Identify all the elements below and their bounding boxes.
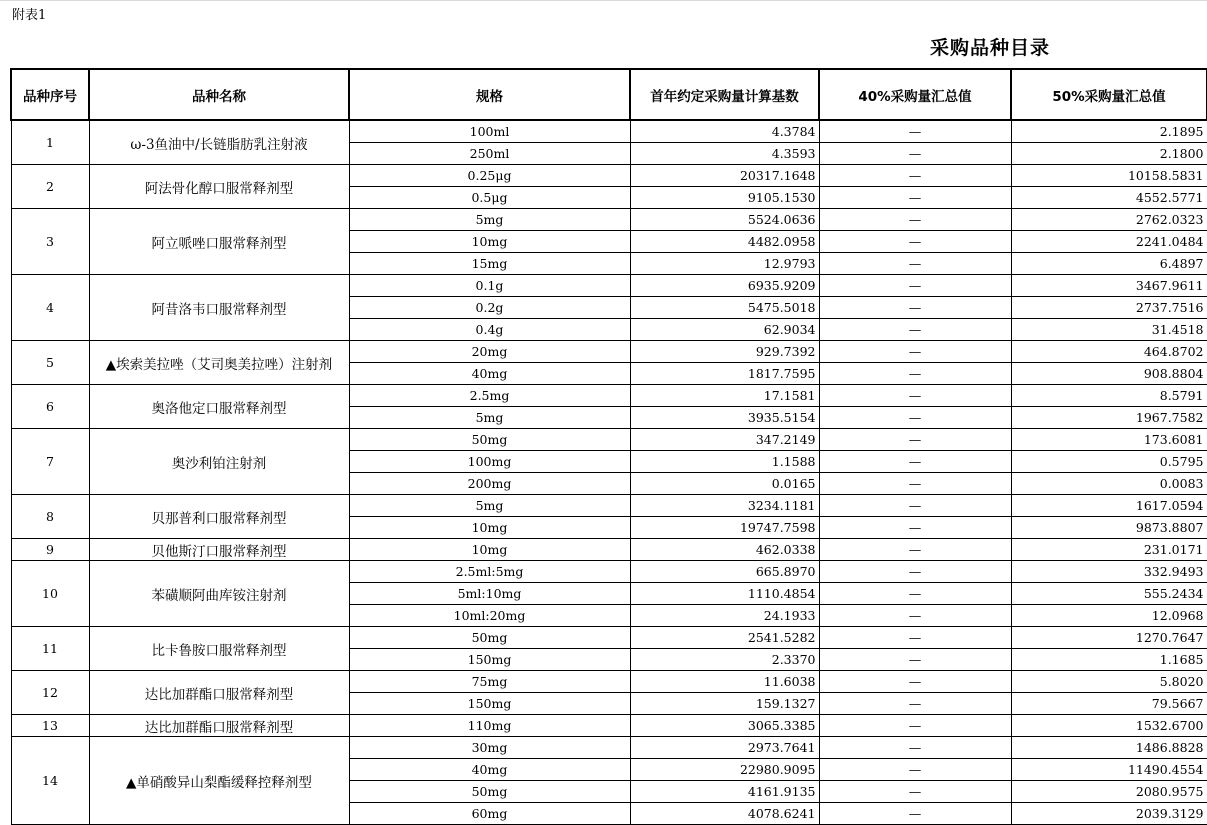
item-number-cell: 11 <box>11 627 89 671</box>
table-row <box>11 165 1207 187</box>
fifty-percent-cell: 555.2434 <box>1011 583 1207 605</box>
forty-percent-cell: — <box>819 341 1011 363</box>
base-quantity-cell: 929.7392 <box>630 341 819 363</box>
fifty-percent-cell: 31.4518 <box>1011 319 1207 341</box>
forty-percent-cell: — <box>819 165 1011 187</box>
base-quantity-cell: 19747.7598 <box>630 517 819 539</box>
base-quantity-cell: 4161.9135 <box>630 781 819 803</box>
fifty-percent-cell: 79.5667 <box>1011 693 1207 715</box>
base-quantity-cell: 462.0338 <box>630 539 819 561</box>
item-name-cell: 阿昔洛韦口服常释剂型 <box>89 275 349 341</box>
spec-cell: 110mg <box>349 715 630 737</box>
base-quantity-cell: 665.8970 <box>630 561 819 583</box>
base-quantity-cell: 1110.4854 <box>630 583 819 605</box>
spec-cell: 0.4g <box>349 319 630 341</box>
forty-percent-cell: — <box>819 319 1011 341</box>
fifty-percent-cell: 0.5795 <box>1011 451 1207 473</box>
item-name-cell: 比卡鲁胺口服常释剂型 <box>89 627 349 671</box>
spec-cell: 200mg <box>349 473 630 495</box>
spec-cell: 0.5μg <box>349 187 630 209</box>
item-number-cell: 13 <box>11 715 89 737</box>
spec-cell: 5ml:10mg <box>349 583 630 605</box>
base-quantity-cell: 3234.1181 <box>630 495 819 517</box>
spec-cell: 10mg <box>349 539 630 561</box>
spec-cell: 75mg <box>349 671 630 693</box>
base-quantity-cell: 6935.9209 <box>630 275 819 297</box>
base-quantity-cell: 3065.3385 <box>630 715 819 737</box>
fifty-percent-cell: 173.6081 <box>1011 429 1207 451</box>
spec-cell: 0.1g <box>349 275 630 297</box>
spec-cell: 150mg <box>349 693 630 715</box>
base-quantity-cell: 347.2149 <box>630 429 819 451</box>
base-quantity-cell: 1.1588 <box>630 451 819 473</box>
forty-percent-cell: — <box>819 275 1011 297</box>
base-quantity-cell: 4078.6241 <box>630 803 819 825</box>
spec-cell: 60mg <box>349 803 630 825</box>
item-name-cell: 苯磺顺阿曲库铵注射剂 <box>89 561 349 627</box>
item-name-cell: 贝那普利口服常释剂型 <box>89 495 349 539</box>
item-number-cell: 12 <box>11 671 89 715</box>
item-name-cell: 贝他斯汀口服常释剂型 <box>89 539 349 561</box>
base-quantity-cell: 20317.1648 <box>630 165 819 187</box>
header-base: 首年约定采购量计算基数 <box>630 69 819 120</box>
item-name-cell: 奥沙利铂注射剂 <box>89 429 349 495</box>
item-number-cell: 3 <box>11 209 89 275</box>
spec-cell: 100ml <box>349 120 630 143</box>
fifty-percent-cell: 2.1800 <box>1011 143 1207 165</box>
item-name-cell: ▲埃索美拉唑（艾司奥美拉唑）注射剂 <box>89 341 349 385</box>
forty-percent-cell: — <box>819 781 1011 803</box>
spec-cell: 2.5ml:5mg <box>349 561 630 583</box>
item-number-cell: 9 <box>11 539 89 561</box>
fifty-percent-cell: 2.1895 <box>1011 120 1207 143</box>
forty-percent-cell: — <box>819 627 1011 649</box>
fifty-percent-cell: 464.8702 <box>1011 341 1207 363</box>
item-name-cell: ω-3鱼油中/长链脂肪乳注射液 <box>89 120 349 165</box>
fifty-percent-cell: 1617.0594 <box>1011 495 1207 517</box>
spec-cell: 50mg <box>349 781 630 803</box>
spec-cell: 50mg <box>349 429 630 451</box>
header-40pct: 40%采购量汇总值 <box>819 69 1011 120</box>
table-body <box>11 120 1207 825</box>
base-quantity-cell: 62.9034 <box>630 319 819 341</box>
spec-cell: 5mg <box>349 407 630 429</box>
header-spec: 规格 <box>349 69 630 120</box>
base-quantity-cell: 12.9793 <box>630 253 819 275</box>
item-name-cell: 达比加群酯口服常释剂型 <box>89 671 349 715</box>
spec-cell: 0.25μg <box>349 165 630 187</box>
table-row <box>11 120 1207 143</box>
base-quantity-cell: 17.1581 <box>630 385 819 407</box>
forty-percent-cell: — <box>819 693 1011 715</box>
forty-percent-cell: — <box>819 385 1011 407</box>
spec-cell: 30mg <box>349 737 630 759</box>
fifty-percent-cell: 6.4897 <box>1011 253 1207 275</box>
spec-cell: 5mg <box>349 495 630 517</box>
item-number-cell: 2 <box>11 165 89 209</box>
base-quantity-cell: 4.3593 <box>630 143 819 165</box>
item-name-cell: 阿法骨化醇口服常释剂型 <box>89 165 349 209</box>
table-row <box>11 561 1207 583</box>
table-row <box>11 539 1207 561</box>
fifty-percent-cell: 1270.7647 <box>1011 627 1207 649</box>
fifty-percent-cell: 2762.0323 <box>1011 209 1207 231</box>
table-row <box>11 275 1207 297</box>
base-quantity-cell: 11.6038 <box>630 671 819 693</box>
forty-percent-cell: — <box>819 561 1011 583</box>
table-row <box>11 627 1207 649</box>
spec-cell: 150mg <box>349 649 630 671</box>
forty-percent-cell: — <box>819 583 1011 605</box>
fifty-percent-cell: 12.0968 <box>1011 605 1207 627</box>
forty-percent-cell: — <box>819 473 1011 495</box>
forty-percent-cell: — <box>819 187 1011 209</box>
fifty-percent-cell: 2039.3129 <box>1011 803 1207 825</box>
forty-percent-cell: — <box>819 120 1011 143</box>
table-header <box>11 69 1207 120</box>
item-number-cell: 10 <box>11 561 89 627</box>
spec-cell: 10mg <box>349 517 630 539</box>
forty-percent-cell: — <box>819 429 1011 451</box>
fifty-percent-cell: 11490.4554 <box>1011 759 1207 781</box>
spec-cell: 20mg <box>349 341 630 363</box>
fifty-percent-cell: 2737.7516 <box>1011 297 1207 319</box>
table-row <box>11 495 1207 517</box>
attachment-label: 附表1 <box>12 8 47 23</box>
table-row <box>11 429 1207 451</box>
forty-percent-cell: — <box>819 517 1011 539</box>
base-quantity-cell: 4.3784 <box>630 120 819 143</box>
item-number-cell: 6 <box>11 385 89 429</box>
forty-percent-cell: — <box>819 253 1011 275</box>
forty-percent-cell: — <box>819 231 1011 253</box>
fifty-percent-cell: 2080.9575 <box>1011 781 1207 803</box>
fifty-percent-cell: 9873.8807 <box>1011 517 1207 539</box>
table-row <box>11 671 1207 693</box>
page-title: 采购品种目录 <box>930 37 1051 59</box>
item-number-cell: 14 <box>11 737 89 825</box>
forty-percent-cell: — <box>819 363 1011 385</box>
forty-percent-cell: — <box>819 209 1011 231</box>
table-row <box>11 209 1207 231</box>
item-name-cell: 达比加群酯口服常释剂型 <box>89 715 349 737</box>
spec-cell: 15mg <box>349 253 630 275</box>
spec-cell: 2.5mg <box>349 385 630 407</box>
base-quantity-cell: 24.1933 <box>630 605 819 627</box>
forty-percent-cell: — <box>819 539 1011 561</box>
procurement-table <box>10 68 1207 825</box>
forty-percent-cell: — <box>819 451 1011 473</box>
forty-percent-cell: — <box>819 143 1011 165</box>
base-quantity-cell: 159.1327 <box>630 693 819 715</box>
item-name-cell: 奥洛他定口服常释剂型 <box>89 385 349 429</box>
table-row <box>11 341 1207 363</box>
spec-cell: 10mg <box>349 231 630 253</box>
item-number-cell: 7 <box>11 429 89 495</box>
header-seq: 品种序号 <box>11 69 89 120</box>
fifty-percent-cell: 908.8804 <box>1011 363 1207 385</box>
fifty-percent-cell: 332.9493 <box>1011 561 1207 583</box>
forty-percent-cell: — <box>819 649 1011 671</box>
fifty-percent-cell: 1.1685 <box>1011 649 1207 671</box>
spec-cell: 50mg <box>349 627 630 649</box>
fifty-percent-cell: 0.0083 <box>1011 473 1207 495</box>
base-quantity-cell: 2973.7641 <box>630 737 819 759</box>
header-name: 品种名称 <box>89 69 349 120</box>
forty-percent-cell: — <box>819 803 1011 825</box>
spec-cell: 100mg <box>349 451 630 473</box>
spec-cell: 40mg <box>349 759 630 781</box>
base-quantity-cell: 5524.0636 <box>630 209 819 231</box>
forty-percent-cell: — <box>819 495 1011 517</box>
table-row <box>11 385 1207 407</box>
base-quantity-cell: 5475.5018 <box>630 297 819 319</box>
forty-percent-cell: — <box>819 297 1011 319</box>
item-number-cell: 4 <box>11 275 89 341</box>
spec-cell: 0.2g <box>349 297 630 319</box>
table-row <box>11 715 1207 737</box>
base-quantity-cell: 2541.5282 <box>630 627 819 649</box>
item-number-cell: 8 <box>11 495 89 539</box>
fifty-percent-cell: 4552.5771 <box>1011 187 1207 209</box>
header-50pct: 50%采购量汇总值 <box>1011 69 1207 120</box>
fifty-percent-cell: 1486.8828 <box>1011 737 1207 759</box>
forty-percent-cell: — <box>819 737 1011 759</box>
fifty-percent-cell: 2241.0484 <box>1011 231 1207 253</box>
spec-cell: 40mg <box>349 363 630 385</box>
base-quantity-cell: 3935.5154 <box>630 407 819 429</box>
forty-percent-cell: — <box>819 605 1011 627</box>
item-name-cell: ▲单硝酸异山梨酯缓释控释剂型 <box>89 737 349 825</box>
spec-cell: 250ml <box>349 143 630 165</box>
fifty-percent-cell: 5.8020 <box>1011 671 1207 693</box>
table-row <box>11 737 1207 759</box>
fifty-percent-cell: 231.0171 <box>1011 539 1207 561</box>
base-quantity-cell: 2.3370 <box>630 649 819 671</box>
forty-percent-cell: — <box>819 715 1011 737</box>
base-quantity-cell: 1817.7595 <box>630 363 819 385</box>
forty-percent-cell: — <box>819 759 1011 781</box>
page-top-rule <box>0 0 1207 1</box>
fifty-percent-cell: 3467.9611 <box>1011 275 1207 297</box>
item-number-cell: 5 <box>11 341 89 385</box>
fifty-percent-cell: 8.5791 <box>1011 385 1207 407</box>
fifty-percent-cell: 10158.5831 <box>1011 165 1207 187</box>
base-quantity-cell: 0.0165 <box>630 473 819 495</box>
base-quantity-cell: 9105.1530 <box>630 187 819 209</box>
spec-cell: 10ml:20mg <box>349 605 630 627</box>
base-quantity-cell: 4482.0958 <box>630 231 819 253</box>
forty-percent-cell: — <box>819 407 1011 429</box>
fifty-percent-cell: 1967.7582 <box>1011 407 1207 429</box>
base-quantity-cell: 22980.9095 <box>630 759 819 781</box>
fifty-percent-cell: 1532.6700 <box>1011 715 1207 737</box>
forty-percent-cell: — <box>819 671 1011 693</box>
spec-cell: 5mg <box>349 209 630 231</box>
header-row <box>11 69 1207 120</box>
item-name-cell: 阿立哌唑口服常释剂型 <box>89 209 349 275</box>
item-number-cell: 1 <box>11 120 89 165</box>
